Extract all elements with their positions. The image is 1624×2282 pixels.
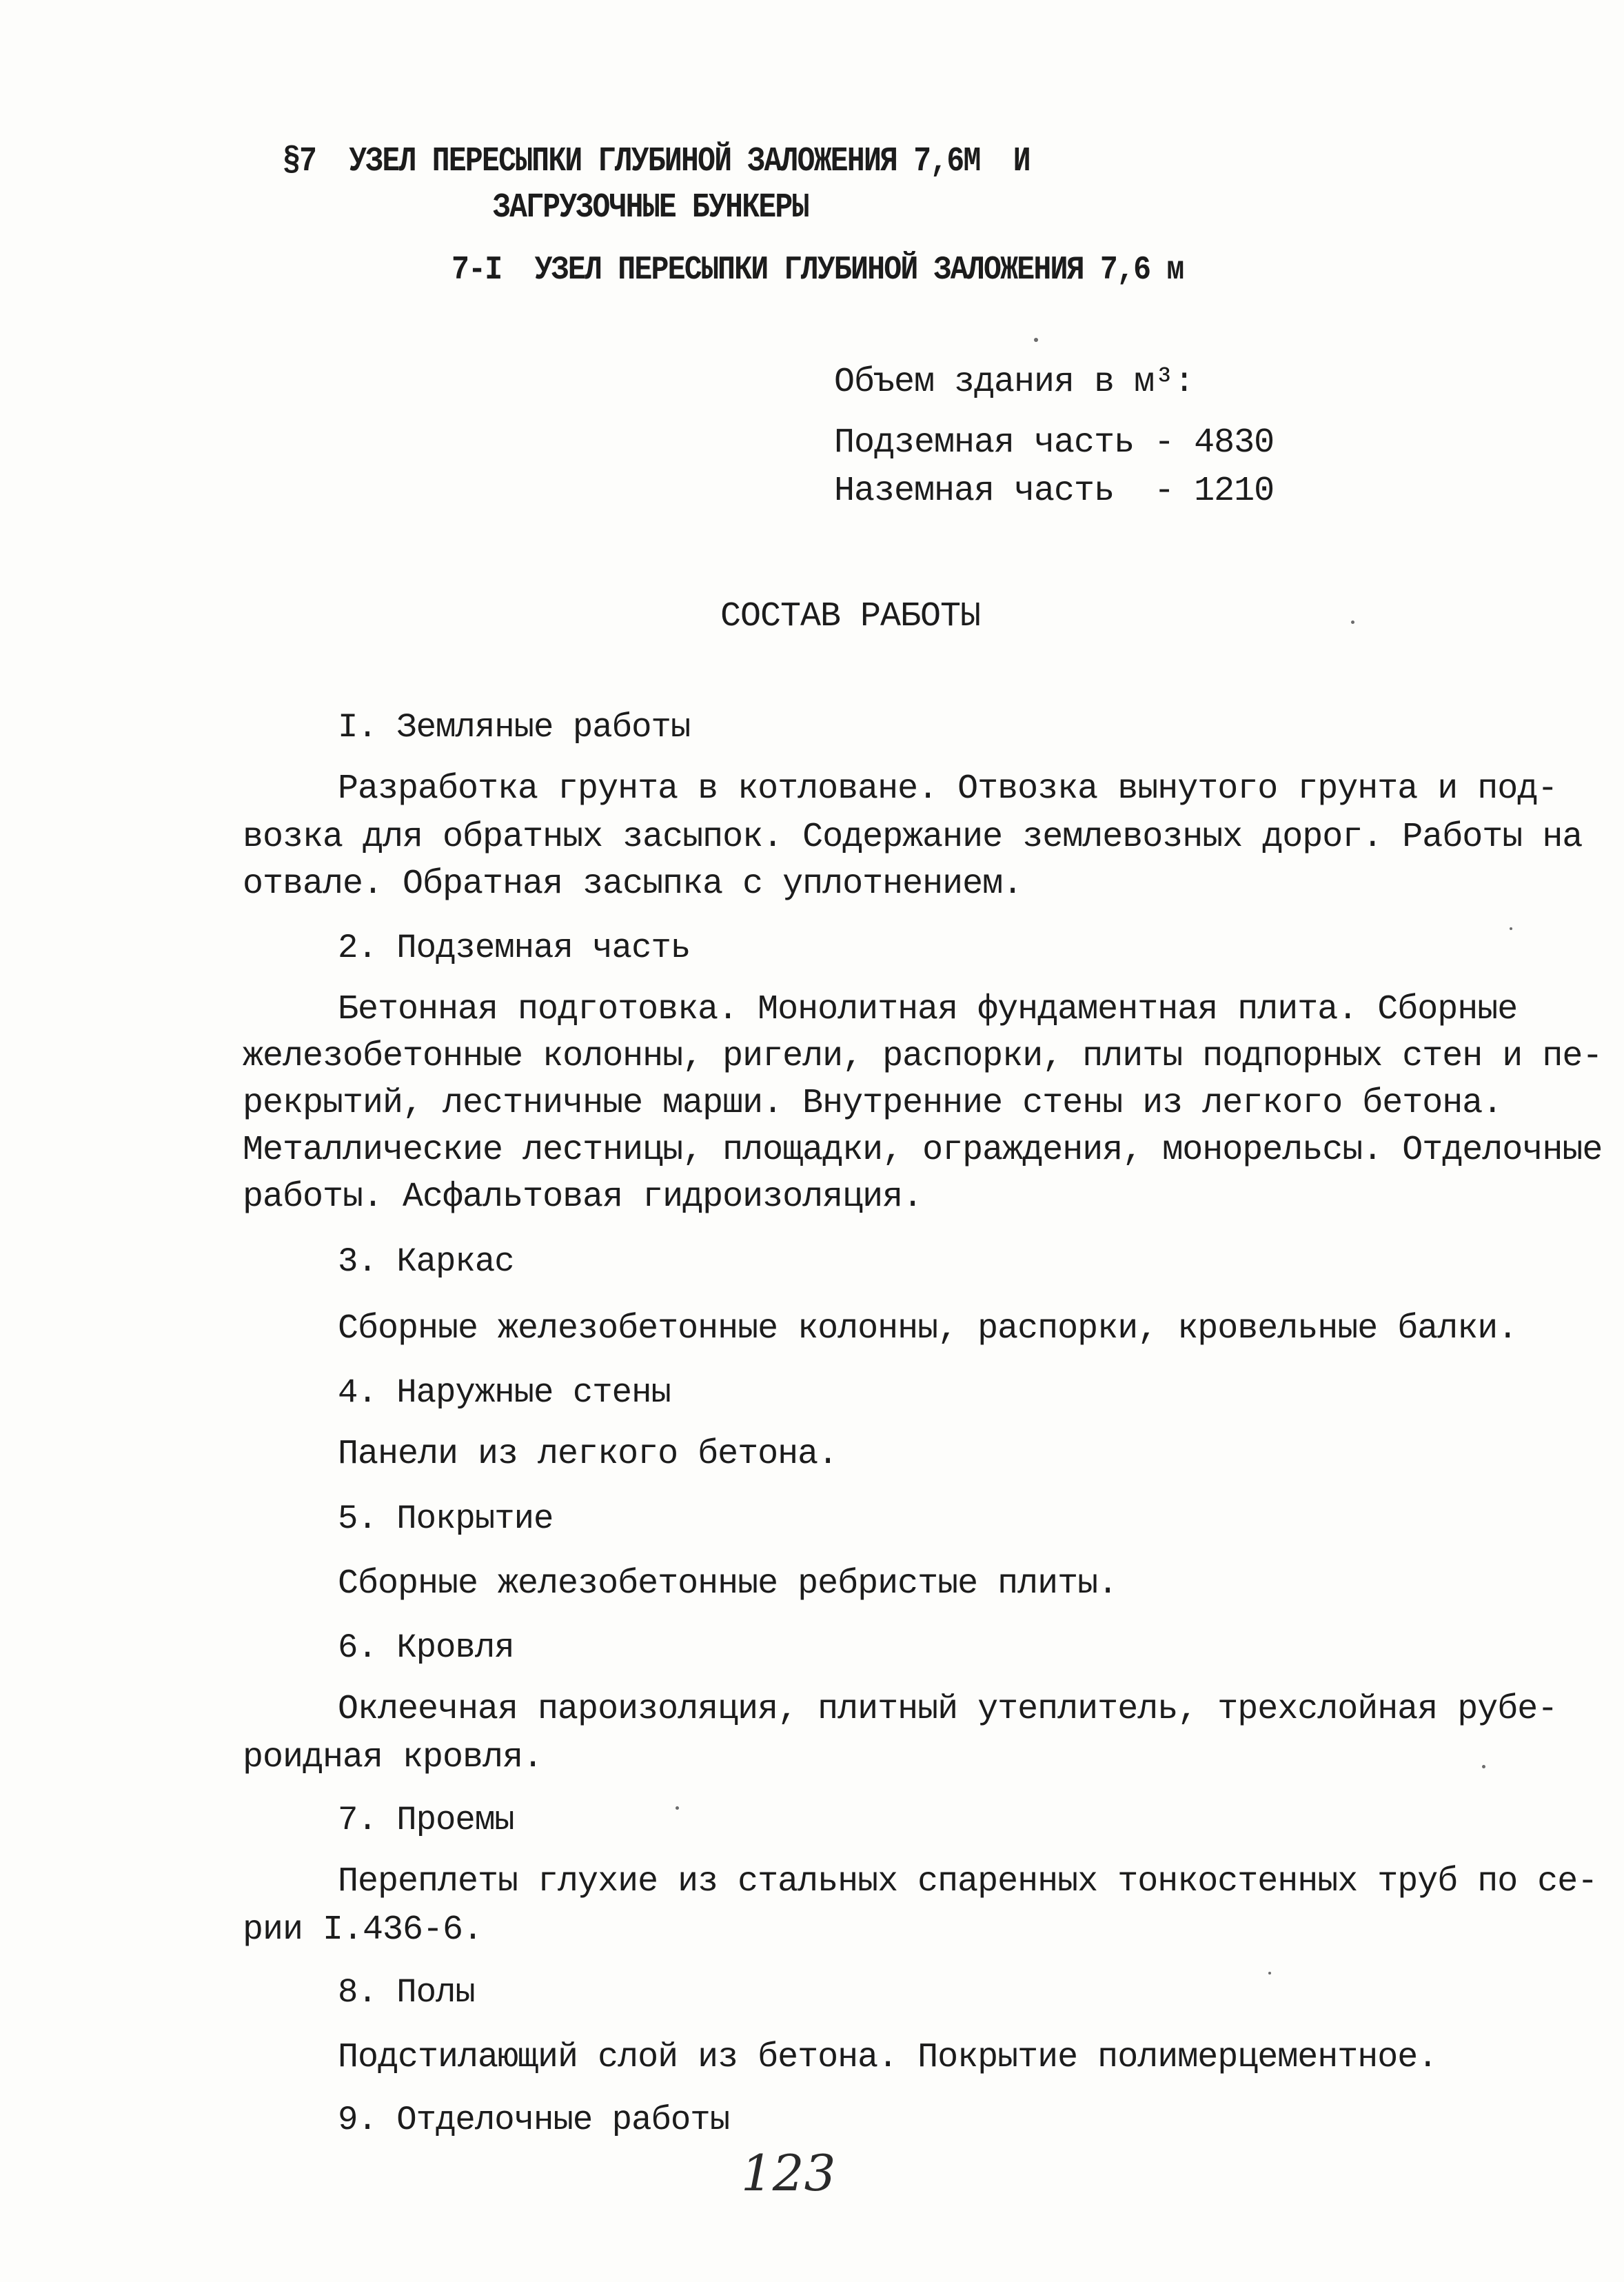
section-text-line: Сборные железобетонные колонны, распорки, кровельные балки.: [338, 1309, 1518, 1349]
section-text-line: Переплеты глухие из стальных спаренных тонкостенных труб по се-: [338, 1862, 1598, 1901]
section-text-line: Металлические лестницы, площадки, ограждения, монорельсы. Отделочные: [243, 1131, 1603, 1170]
composition-title: СОСТАВ РАБОТЫ: [720, 597, 981, 636]
section-text-line: Разработка грунта в котловане. Отвозка вынутого грунта и под-: [338, 769, 1558, 809]
heading-line-1: §7 УЗЕЛ ПЕРЕСЫПКИ ГЛУБИНОЙ ЗАЛОЖЕНИЯ 7,6М И: [283, 142, 1030, 181]
section-title: 5. Покрытие: [338, 1500, 554, 1538]
section-text-line: Бетонная подготовка. Монолитная фундаментная плита. Сборные: [338, 990, 1518, 1029]
scan-speck: [1268, 1972, 1271, 1975]
section-text-line: рии I.436-6.: [243, 1910, 483, 1950]
scan-speck: [1482, 1765, 1485, 1768]
section-title: I. Земляные работы: [338, 708, 691, 747]
section-text-line: Подстилающий слой из бетона. Покрытие полимерцементное.: [338, 2038, 1438, 2077]
section-text-line: рекрытий, лестничные марши. Внутренние стены из легкого бетона.: [243, 1084, 1503, 1123]
subheading: 7-I УЗЕЛ ПЕРЕСЫПКИ ГЛУБИНОЙ ЗАЛОЖЕНИЯ 7,6 м: [451, 252, 1184, 289]
section-text-line: возка для обратных засыпок. Содержание землевозных дорог. Работы на: [243, 818, 1583, 857]
section-text-line: работы. Асфальтовая гидроизоляция.: [243, 1178, 923, 1217]
section-text-line: Панели из легкого бетона.: [338, 1435, 838, 1474]
scan-speck: [1510, 927, 1512, 930]
section-title: 8. Полы: [338, 1973, 475, 2012]
section-text-line: отвале. Обратная засыпка с уплотнением.: [243, 865, 1023, 904]
scan-speck: [676, 1806, 679, 1810]
section-text-line: Сборные железобетонные ребристые плиты.: [338, 1564, 1118, 1604]
volume-underground: Подземная часть - 4830: [834, 423, 1275, 463]
section-text-line: роидная кровля.: [243, 1738, 543, 1777]
section-text-line: Оклеечная пароизоляция, плитный утеплитель, трехслойная рубе-: [338, 1690, 1558, 1729]
section-title: 2. Подземная часть: [338, 929, 691, 967]
section-text-line: железобетонные колонны, ригели, распорки, плиты подпорных стен и пе-: [243, 1037, 1603, 1076]
heading-line-2: ЗАГРУЗОЧНЫЕ БУНКЕРЫ: [493, 188, 809, 228]
scan-speck: [1034, 338, 1038, 342]
section-title: 6. Кровля: [338, 1628, 514, 1667]
page-number: 123: [741, 2144, 836, 2202]
section-title: 4. Наружные стены: [338, 1373, 671, 1412]
section-title: 9. Отделочные работы: [338, 2101, 730, 2139]
volume-label: Объем здания в м³:: [834, 363, 1195, 402]
section-title: 3. Каркас: [338, 1242, 514, 1281]
section-title: 7. Проемы: [338, 1801, 514, 1839]
volume-aboveground: Наземная часть - 1210: [834, 472, 1275, 511]
scan-speck: [1351, 620, 1354, 624]
